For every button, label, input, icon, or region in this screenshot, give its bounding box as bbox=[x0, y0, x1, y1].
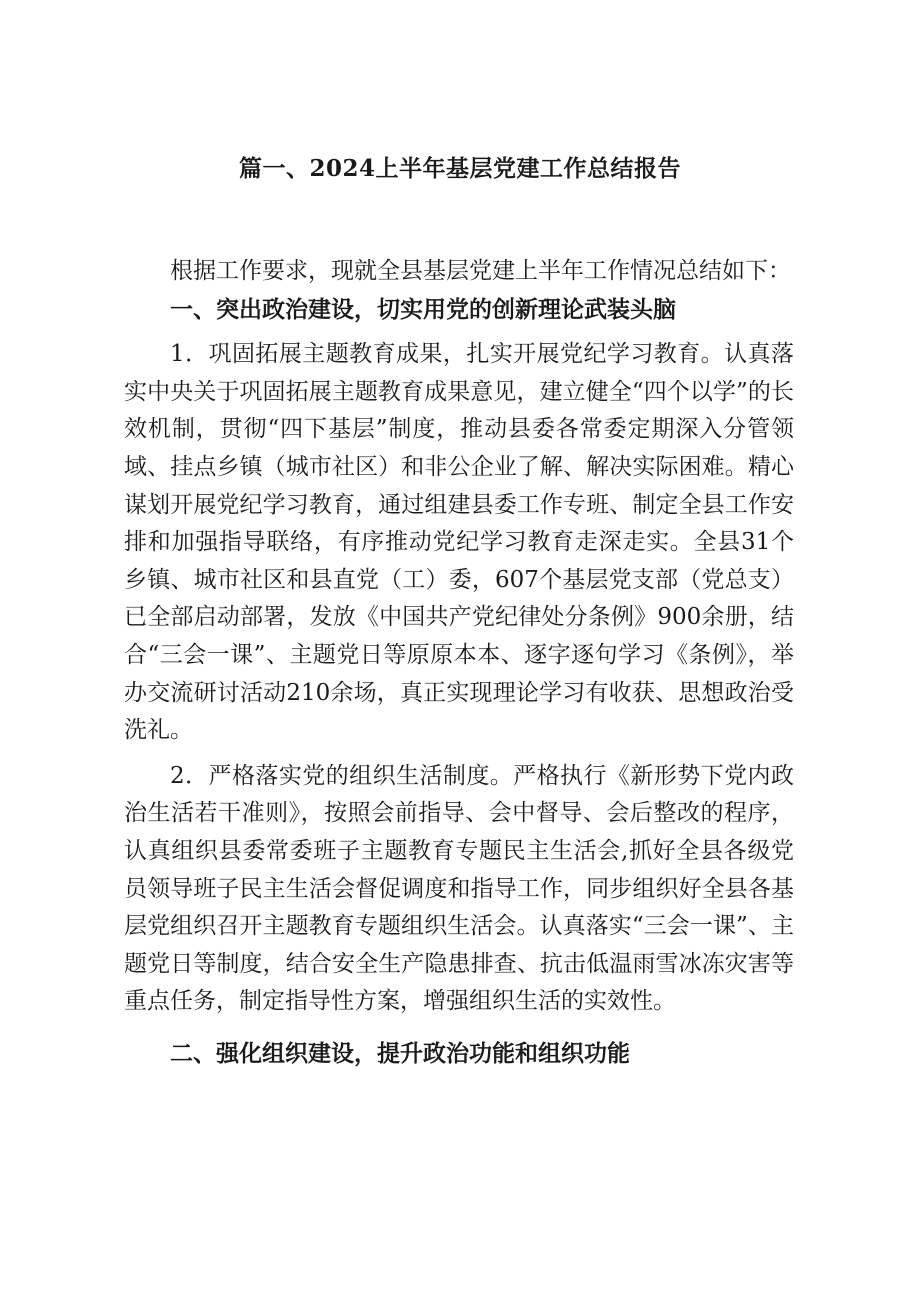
paragraph-1: 1．巩固拓展主题教育成果，扎实开展党纪学习教育。认真落实中央关于巩固拓展主题教育成果意见，建立健全“四个以学”的长效机制，贯彻“四下基层”制度，推动县委各常委定期深入分管领域、挂点乡镇（城市社区）和非公企业了解、解决实际困难。精心谋划开展党纪学习教育，通过组建县委工作专班、制定全县工作安排和加强指导联络，有序推动党纪学习教育走深走实。全县31个乡镇、城市社区和县直党（工）委，607个基层党支部（党总支）已全部启动部署，发放《中国共产党纪律处分条例》900余册，结合“三会一课”、主题党日等原原本本、逐字逐句学习《条例》，举办交流研讨活动210余场，真正实现理论学习有收获、思想政治受洗礼。 bbox=[124, 341, 794, 744]
intro-paragraph: 根据工作要求，现就全县基层党建上半年工作情况总结如下： bbox=[170, 258, 791, 284]
section-1-heading: 一、突出政治建设，切实用党的创新理论武装头脑 bbox=[170, 295, 676, 323]
section-2-heading: 二、强化组织建设，提升政治功能和组织功能 bbox=[170, 1039, 630, 1067]
paragraph-2: 2．严格落实党的组织生活制度。严格执行《新形势下党内政治生活若干准则》，按照会前指导、会中督导、会后整改的程序，认真组织县委常委班子主题教育专题民主生活会,抓好全县各级党员领导班子民主生活会督促调度和指导工作，同步组织好全县各基层党组织召开主题教育专题组织生活会。认真落实“三会一课”、主题党日等制度，结合安全生产隐患排查、抗击低温雨雪冰冻灾害等重点任务，制定指导性方案，增强组织生活的实效性。 bbox=[124, 762, 794, 1015]
document-title: 篇一、2024上半年基层党建工作总结报告 bbox=[238, 155, 681, 182]
document-body bbox=[124, 253, 794, 1072]
